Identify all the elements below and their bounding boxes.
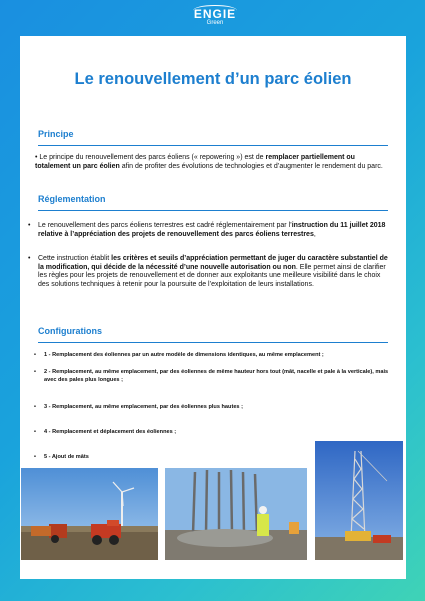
principe-text-bold: remplacer partiellement ou totalement un parc éolien [35, 154, 355, 170]
config-item-4: • 4 - Remplacement et déplacement des éoliennes ; [34, 429, 177, 435]
heading-reglementation: Réglementation [38, 194, 106, 204]
content-card [20, 36, 406, 579]
heading-principe: Principe [38, 129, 74, 139]
reglementation-bullet-1: Le renouvellement des parcs éoliens terrestres est cadré réglementairement par l’instruction du 11 juillet 2018 relative à l’appréciation des projets de renouvellement des parcs éoliens terrestres, [38, 222, 386, 238]
config-item-3: • 3 - Remplacement, au même emplacement, par des éoliennes plus hautes ; [34, 404, 243, 410]
separator-reglementation [38, 210, 388, 211]
logo-word: ENGIE [193, 7, 237, 21]
logo-arc-icon [193, 5, 237, 16]
photo-turbine-dismantling [21, 468, 158, 560]
config-item-5: • 5 - Ajout de mâts [34, 454, 89, 460]
heading-configurations: Configurations [38, 326, 102, 336]
bullet-dot: • [28, 255, 31, 262]
separator-principe [38, 145, 388, 146]
photo-foundation-workers [165, 468, 307, 560]
photo-crane-mast [315, 441, 403, 560]
page-title: Le renouvellement d’un parc éolien [74, 70, 352, 88]
engie-logo [187, 7, 243, 33]
principe-text-end: afin de profiter des évolutions de technologies et d’augmenter le rendement du parc. [119, 162, 383, 170]
config-item-1: • 1 - Remplacement des éoliennes par un autre modèle de dimensions identiques, au même emplacement ; [34, 352, 324, 358]
principe-paragraph: • Le principe du renouvellement des parcs éoliens (« repowering ») est de remplacer partiellement ou totalement un parc éolien afin de profiter des évolutions de technologies et d’augmenter le rendement du parc. [35, 154, 383, 170]
principe-text-start: Le principe du renouvellement des parcs éoliens (« repowering ») est de [39, 154, 266, 161]
config-item-2: • 2 - Remplacement, au même emplacement, par des éoliennes de même hauteur hors tout (mât, nacelle et pale à la verticale), mais avec des pales plus longues ; [34, 369, 389, 383]
bullet-dot: • [28, 222, 31, 229]
separator-configurations [38, 342, 388, 343]
reglementation-bullet-2: Cette instruction établit les critères et seuils d’appréciation permettant de juger du caractère substantiel de la modification, qui décide de la nécessité d’une nouvelle autorisation ou non. Elle permet ainsi de clarifier les règles pour les projets de renouvellement et de donner aux exploitants une meilleure visibilité dans le choix des solutions techniques à retenir pour la poursuite de l’exploitation de leurs installations. [38, 255, 388, 288]
logo-sub: Green [206, 20, 224, 26]
